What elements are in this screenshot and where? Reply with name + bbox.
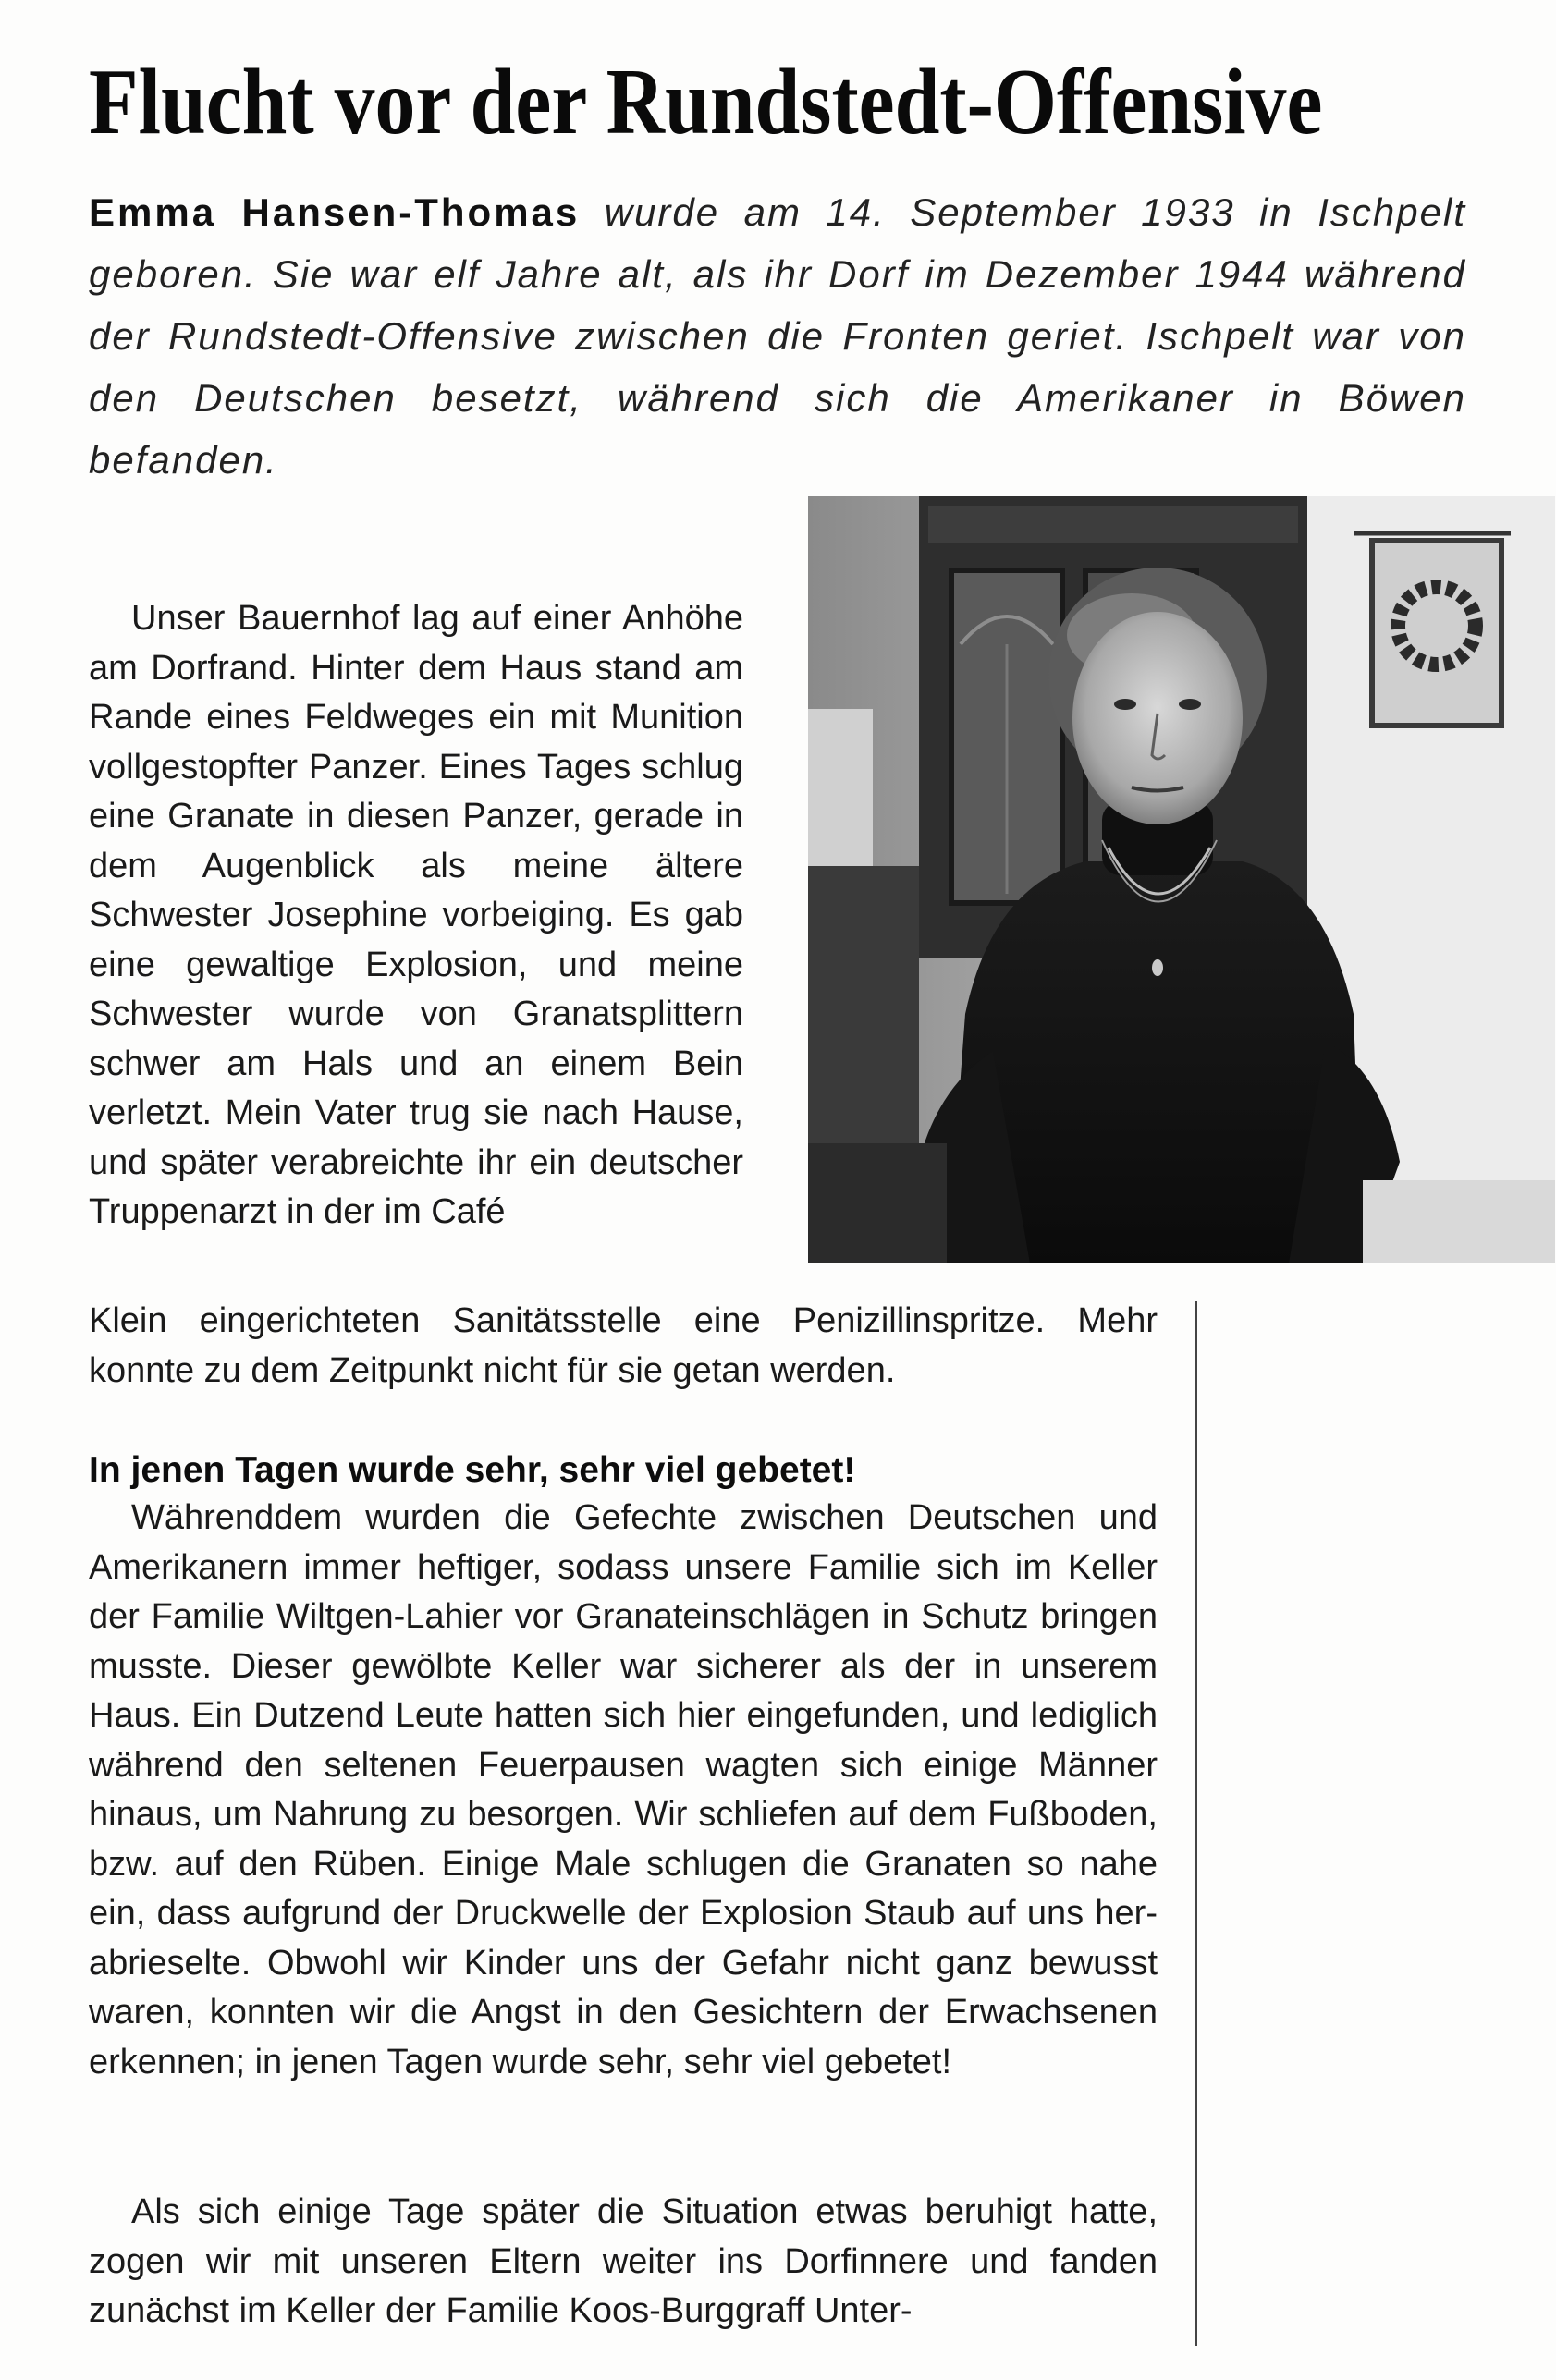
section-subheading: In jenen Tagen wurde sehr, sehr viel gebetet!	[89, 1450, 856, 1490]
body-paragraph-1: Unser Bauernhof lag auf einer Anhöhe am Dorfrand. Hinter dem Haus stand am Rande eines Feldweges ein mit Munition vollgestopfter Panzer. Eines Tages schlug eine Granate in diesen Panzer, gerade in dem Augenblick als meine ältere Schwester Josephine vorbeiging. Es gab eine gewaltige Explosion, und meine Schwester wurde von Granatsplittern schwer am Hals und an einem Bein verletzt. Mein Vater trug sie nach Hause, und später verabreichte ihr ein deutscher Truppenarzt in der im Café	[89, 599, 743, 1231]
article-intro	[89, 181, 1466, 491]
article-title: Flucht vor der Rundstedt-Offensive	[89, 50, 1323, 154]
column-rule	[1195, 1301, 1197, 2346]
body-paragraph-2: Währenddem wurden die Gefechte zwischen Deutschen und Amerikanern immer heftiger, sodass unsere Familie sich im Keller der Familie Wiltgen-Lahier vor Granateinschlägen in Schutz bringen musste. Dieser gewölbte Keller war sicherer als der in unserem Haus. Ein Dutzend Leute hatten sich hier eingefunden, und lediglich während den seltenen Feuerpausen wagten sich einige Männer hinaus, um Nahrung zu besorgen. Wir schliefen auf dem Fußboden, bzw. auf den Rüben. Einige Male schlugen die Granaten so nahe ein, dass aufgrund der Druckwelle der Explosion Staub auf uns herabrieselte. Obwohl wir Kinder uns der Gefahr nicht ganz bewusst waren, konnten wir die Angst in den Gesichtern der Erwachsenen erkennen; in jenen Tagen wurde sehr, sehr viel gebetet!	[89, 1498, 1158, 2081]
portrait-photo	[808, 496, 1555, 1263]
body-paragraph-1-continued: Klein eingerichteten Sanitätsstelle eine Penizillinspritze. Mehr konnte zu dem Zeitpunkt nicht für sie getan werden.	[89, 1301, 1158, 1390]
body-paragraph-3: Als sich einige Tage später die Situation etwas beruhigt hatte, zogen wir mit unseren Eltern weiter ins Dorfinnere und fanden zunächst im Keller der Familie Koos-Burggraff Unter-	[89, 2192, 1158, 2330]
intro-text: wurde am 14. September 1933 in Ischpelt geboren. Sie war elf Jahre alt, als ihr Dorf im Dezember 1944 während der Rundstedt-Offensive zwischen die Fronten geriet. Ischpelt war von den Deutschen besetzt, während sich die Amerikaner in Böwen befanden.	[89, 190, 1466, 482]
intro-author-name: Emma Hansen-Thomas	[89, 190, 581, 234]
